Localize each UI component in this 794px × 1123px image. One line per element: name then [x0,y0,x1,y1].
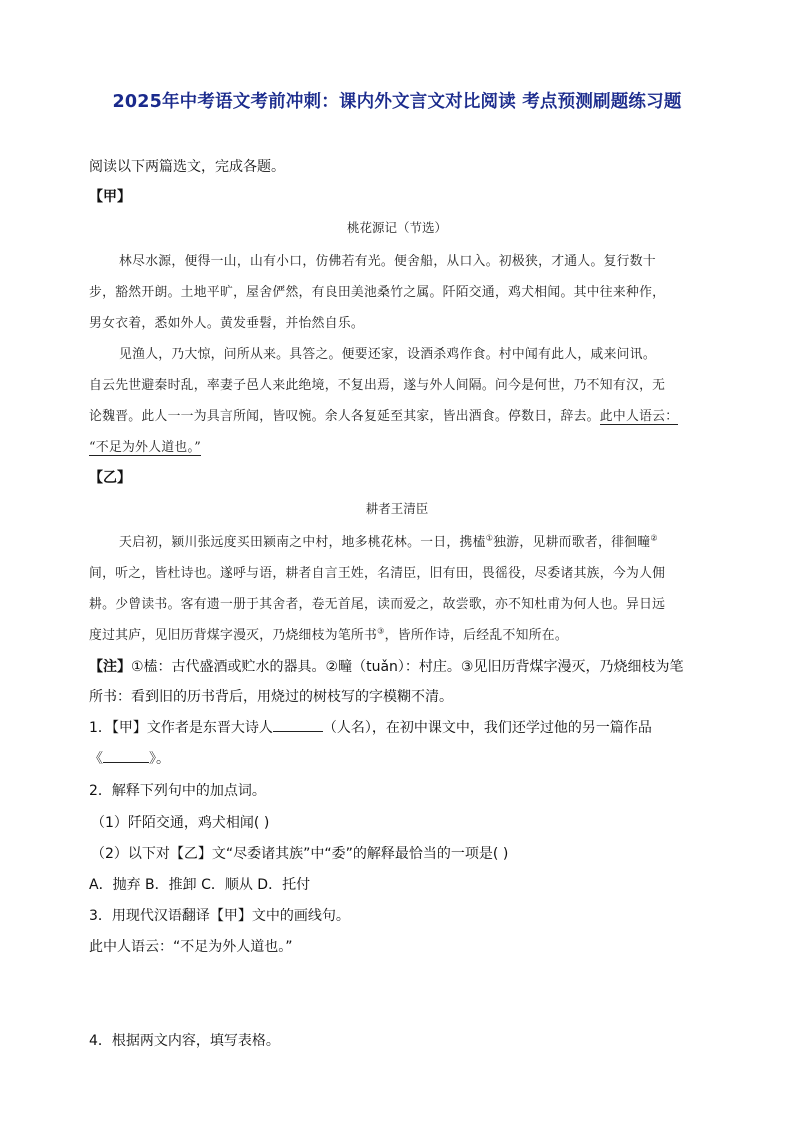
question-1-text: （人名），在初中课文中，我们还学过他的另一篇作品 [322,720,652,736]
question-2-options: A．抛弃 B．推卸 C．顺从 D．托付 [89,877,311,893]
underlined-sentence: “不足为外人道也。” [89,440,202,455]
passage-yi-line [89,624,568,643]
passage-yi-line: 间，听之，皆杜诗也。遂呼与语，耕者自言王姓，名清臣，旧有田，畏徭役，尽委诸其族，今为人佣 [89,566,666,581]
passage-jia-line [89,405,678,424]
notes-text: ①榼：古代盛酒或贮水的器具。②疃（tuǎn）：村庄。③见旧历背煤字漫灭，乃烧细枝为笔 [131,659,684,675]
footnote-marker: ② [650,533,658,543]
passage-jia-line [89,436,201,455]
notes [89,656,683,676]
question-4: 4．根据两文内容，填写表格。 [89,1033,280,1049]
footnote-marker: ① [485,533,494,543]
section-label-yi: 【乙】 [89,470,131,486]
answer-blank[interactable] [273,719,323,732]
question-2-sub-1: （1）阡陌交通，鸡犬相闻( ) [91,815,270,831]
notes-continued: 所书：看到旧的历书背后，用烧过的树枝写的字模糊不清。 [89,689,453,705]
underlined-sentence: 此中人语云： [599,409,679,424]
passage-jia-line: 步，豁然开朗。土地平旷，屋舍俨然，有良田美池桑竹之属。阡陌交通，鸡犬相闻。其中往来种作， [89,285,666,300]
page-title: 2025年中考语文考前冲刺：课内外文言文对比阅读 考点预测刷题练习题 [112,92,682,112]
question-1-text: 《 [89,751,103,767]
passage-jia-line: 自云先世避秦时乱，率妻子邑人来此绝境，不复出焉，遂与外人间隔。问今是何世，乃不知有汉，无 [89,378,666,393]
passage-jia-text: 论魏晋。此人一一为具言所闻，皆叹惋。余人各复延至其家，皆出酒食。停数日，辞去。 [89,409,600,424]
question-1-text: 1．【甲】文作者是东晋大诗人 [89,720,273,736]
passage-jia-line: 见渔人，乃大惊，问所从来。具答之。便要还家，设酒杀鸡作食。村中闻有此人，咸来问讯。 [119,347,656,362]
question-2: 2．解释下列句中的加点词。 [89,783,266,799]
passage-yi-text: 度过其庐，见旧历背煤字漫灭，乃烧细枝为笔所书 [89,628,378,643]
passage-yi-text: 天启初，颍川张远度买田颍南之中村，地多桃花林。一日，携榼 [119,535,486,550]
passage-title-jia: 桃花源记（节选） [346,220,447,235]
question-3-sentence: 此中人语云：“不足为外人道也。” [89,939,293,955]
passage-jia-line: 林尽水源，便得一山，山有小口，仿佛若有光。便舍船，从口入。初极狭，才通人。复行数十 [119,254,656,269]
passage-yi-text: ，皆所作诗，后经乱不知所在。 [384,628,568,643]
intro-text: 阅读以下两篇选文，完成各题。 [89,159,285,175]
section-label-jia: 【甲】 [89,189,131,205]
question-1 [89,717,652,737]
answer-blank[interactable] [103,750,149,763]
passage-jia-line: 男女衣着，悉如外人。黄发垂髫，并怡然自乐。 [89,316,365,331]
question-3: 3．用现代汉语翻译【甲】文中的画线句。 [89,908,350,924]
footnote-marker: ③ [377,626,385,636]
passage-yi-line: 耕。少曾读书。客有遗一册于其舍者，卷无首尾，读而爱之，故尝歌，亦不知杜甫为何人也。异日远 [89,597,666,612]
question-1-text: 》。 [149,751,170,767]
question-2-sub-2: （2）以下对【乙】文“尽委诸其族”中“委”的解释最恰当的一项是( ) [91,846,509,862]
passage-yi-text: 独游，见耕而歌者，徘徊疃 [493,535,651,550]
question-1-continued [89,748,170,768]
passage-title-yi: 耕者王清臣 [365,501,429,516]
notes-label: 【注】 [89,659,131,675]
passage-yi-line [119,531,658,550]
